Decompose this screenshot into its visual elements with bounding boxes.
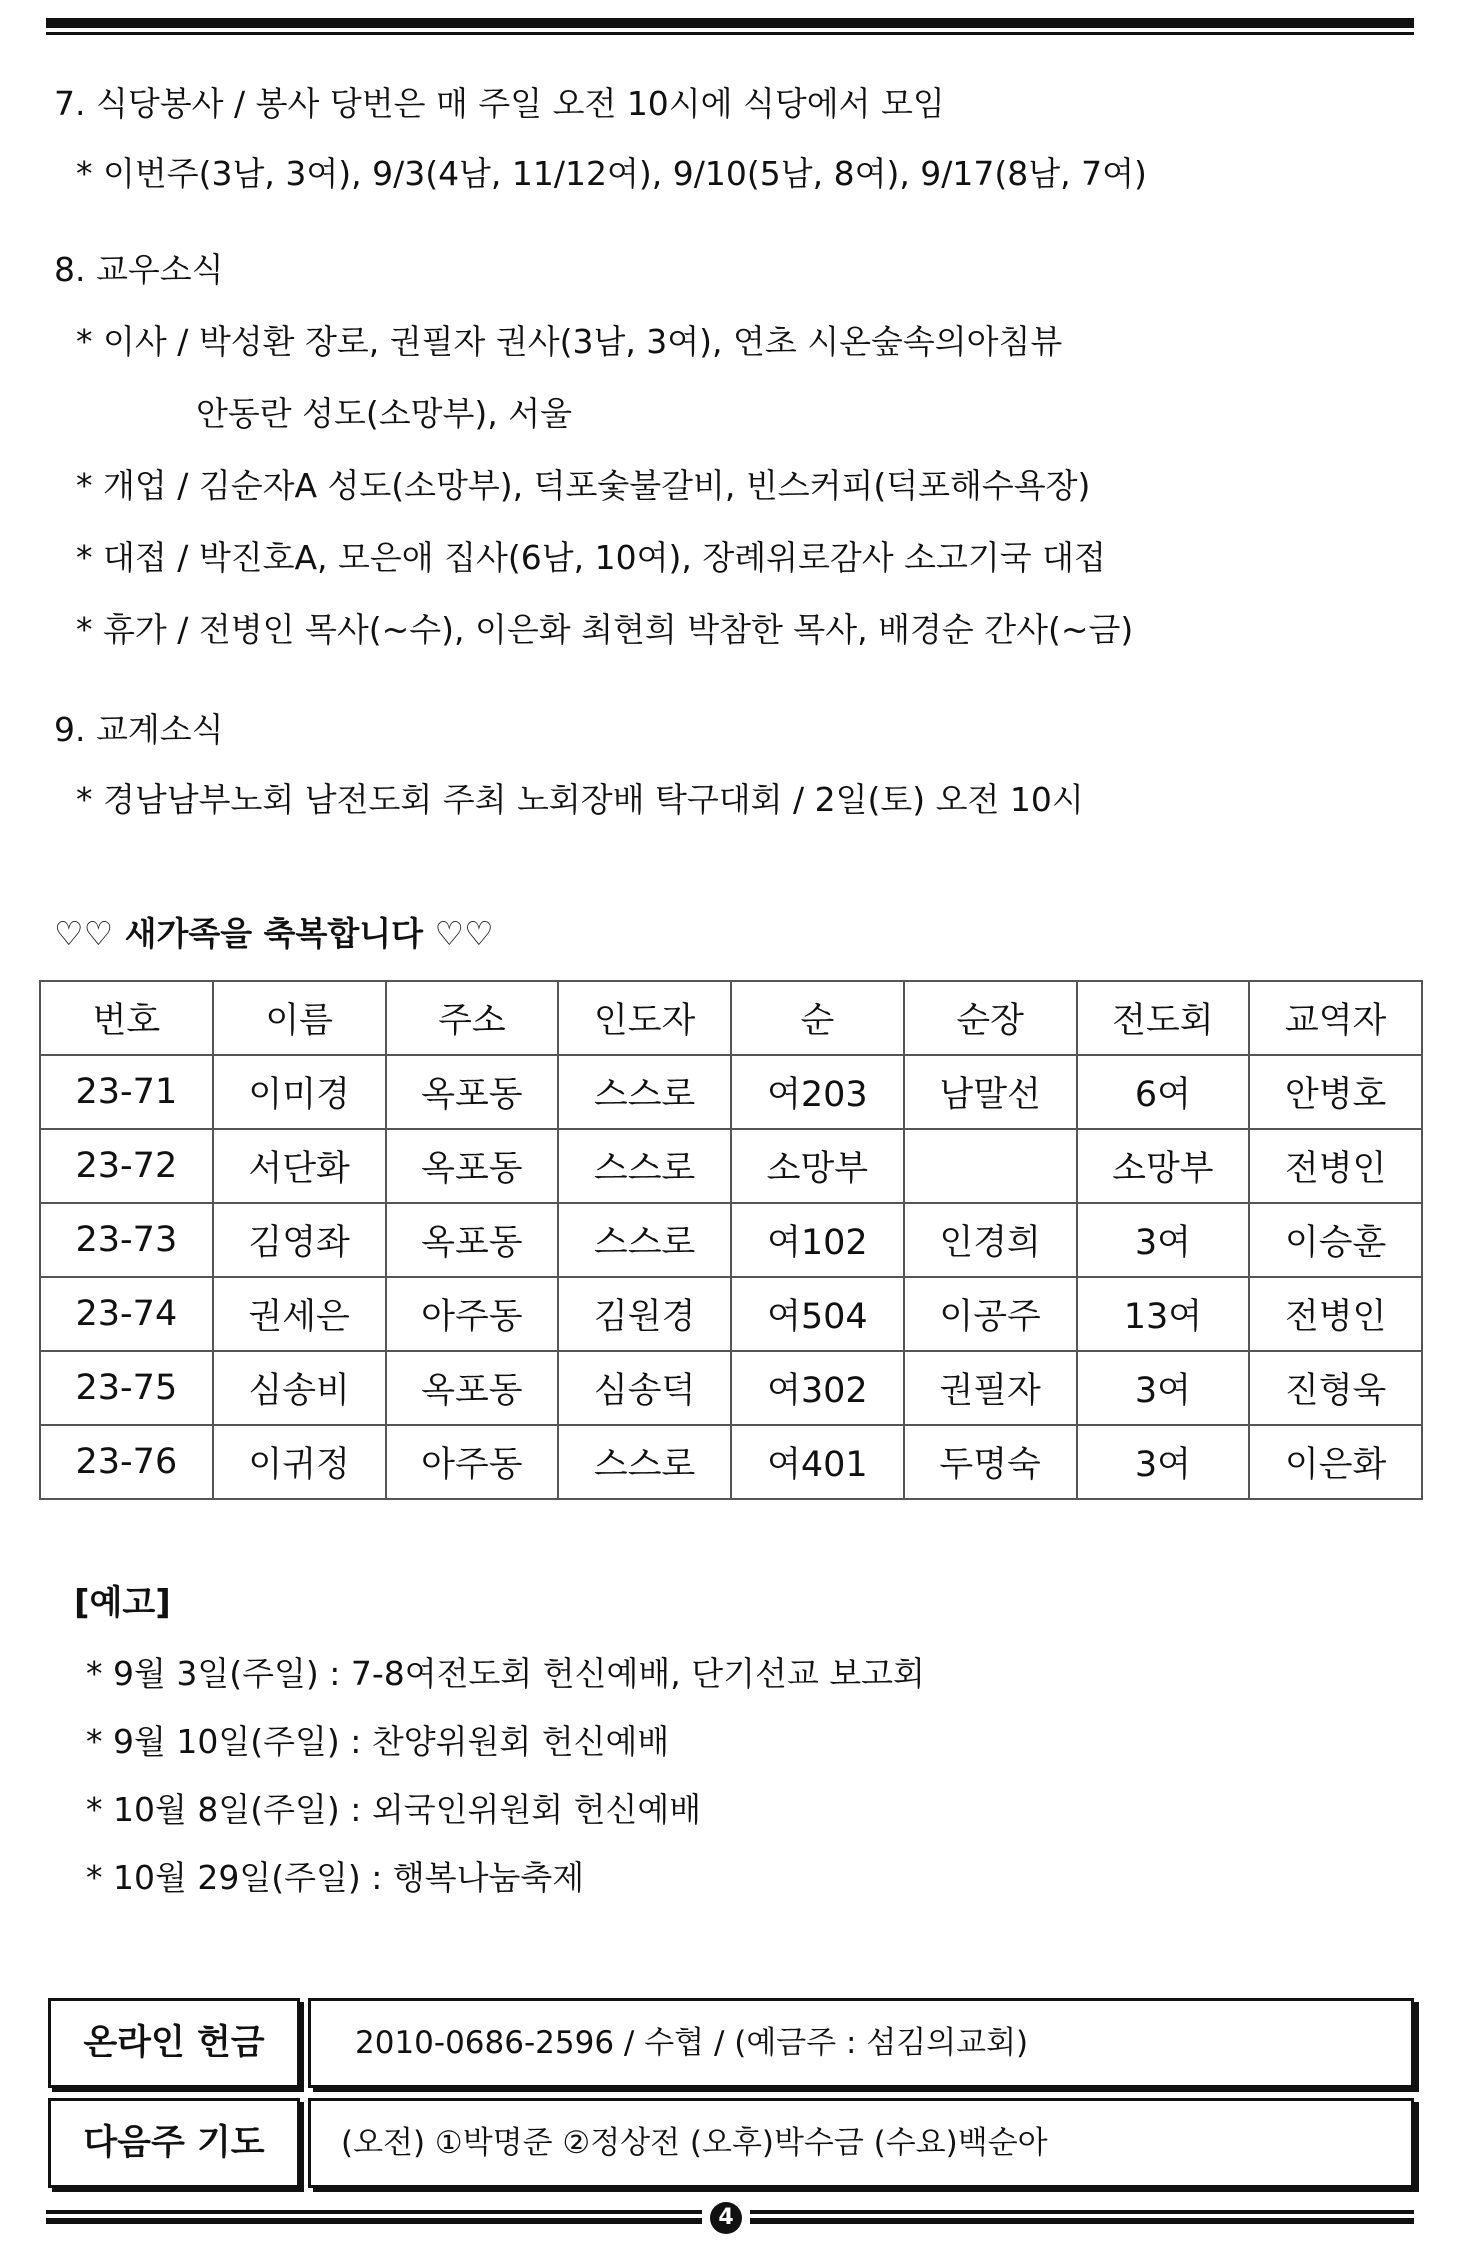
table-cell: 스스로 <box>558 1425 731 1499</box>
section-8-line-5: * 휴가 / 전병인 목사(~수), 이은화 최현희 박참한 목사, 배경순 간사(~금) <box>76 610 1134 649</box>
table-cell: 이은화 <box>1249 1425 1422 1499</box>
bottom-rule-right-thick <box>750 2218 1414 2224</box>
table-cell: 두명숙 <box>904 1425 1077 1499</box>
table-cell <box>904 1129 1077 1203</box>
table-cell: 옥포동 <box>386 1203 559 1277</box>
notice-item-2: * 9월 10일(주일) : 찬양위원회 헌신예배 <box>86 1722 670 1761</box>
table-row <box>40 1277 1422 1351</box>
table-header-row <box>40 981 1422 1055</box>
table-cell: 심송비 <box>213 1351 386 1425</box>
table-cell: 이귀정 <box>213 1425 386 1499</box>
section-9-title: 9. 교계소식 <box>54 710 224 749</box>
section-7-line-1: * 이번주(3남, 3여), 9/3(4남, 11/12여), 9/10(5남, 8여), 9/17(8남, 7여) <box>76 154 1147 193</box>
new-family-table <box>39 980 1423 1500</box>
table-cell: 김원경 <box>558 1277 731 1351</box>
table-cell: 김영좌 <box>213 1203 386 1277</box>
header-mission-society: 전도회 <box>1077 981 1250 1055</box>
notice-item-4: * 10월 29일(주일) : 행복나눔축제 <box>86 1858 585 1897</box>
table-cell: 이미경 <box>213 1055 386 1129</box>
table-cell: 23-72 <box>40 1129 213 1203</box>
table-row <box>40 1351 1422 1425</box>
section-9-line-1: * 경남남부노회 남전도회 주최 노회장배 탁구대회 / 2일(토) 오전 10시 <box>76 780 1084 819</box>
table-row <box>40 1203 1422 1277</box>
bottom-rule-right <box>750 2210 1414 2214</box>
table-cell: 옥포동 <box>386 1129 559 1203</box>
table-cell: 23-71 <box>40 1055 213 1129</box>
table-cell: 3여 <box>1077 1351 1250 1425</box>
section-8-line-3: * 개업 / 김순자A 성도(소망부), 덕포숯불갈비, 빈스커피(덕포해수욕장) <box>76 466 1091 505</box>
section-7-title: 7. 식당봉사 / 봉사 당번은 매 주일 오전 10시에 식당에서 모임 <box>54 84 945 123</box>
table-cell: 6여 <box>1077 1055 1250 1129</box>
table-cell: 심송덕 <box>558 1351 731 1425</box>
notice-item-3: * 10월 8일(주일) : 외국인위원회 헌신예배 <box>86 1790 702 1829</box>
table-cell: 23-73 <box>40 1203 213 1277</box>
header-guide: 인도자 <box>558 981 731 1055</box>
top-rule-thin <box>46 32 1414 35</box>
table-cell: 전병인 <box>1249 1129 1422 1203</box>
notice-title: [예고] <box>74 1583 171 1623</box>
table-cell: 스스로 <box>558 1055 731 1129</box>
notice-item-1: * 9월 3일(주일) : 7-8여전도회 헌신예배, 단기선교 보고회 <box>86 1654 925 1693</box>
table-cell: 3여 <box>1077 1203 1250 1277</box>
table-cell: 소망부 <box>1077 1129 1250 1203</box>
online-offering-label: 온라인 헌금 <box>48 1998 300 2088</box>
page-number: 4 <box>710 2202 742 2234</box>
table-cell: 서단화 <box>213 1129 386 1203</box>
table-cell: 권필자 <box>904 1351 1077 1425</box>
table-cell: 23-74 <box>40 1277 213 1351</box>
top-rule <box>46 18 1414 28</box>
table-cell: 권세은 <box>213 1277 386 1351</box>
table-cell: 13여 <box>1077 1277 1250 1351</box>
online-offering-content: 2010-0686-2596 / 수협 / (예금주 : 섬김의교회) <box>308 1998 1414 2088</box>
header-group: 순 <box>731 981 904 1055</box>
section-8-line-1: * 이사 / 박성환 장로, 권필자 권사(3남, 3여), 연초 시온숲속의아침뷰 <box>76 322 1063 361</box>
table-row <box>40 1129 1422 1203</box>
table-cell: 인경희 <box>904 1203 1077 1277</box>
table-cell: 여302 <box>731 1351 904 1425</box>
next-prayer-label: 다음주 기도 <box>48 2098 300 2188</box>
table-cell: 옥포동 <box>386 1055 559 1129</box>
table-cell: 23-75 <box>40 1351 213 1425</box>
section-8-line-4: * 대접 / 박진호A, 모은애 집사(6남, 10여), 장례위로감사 소고기국 대접 <box>76 538 1106 577</box>
section-8-line-2: 안동란 성도(소망부), 서울 <box>196 394 572 433</box>
table-cell: 스스로 <box>558 1203 731 1277</box>
table-row <box>40 1425 1422 1499</box>
table-cell: 소망부 <box>731 1129 904 1203</box>
bottom-rule-left-thick <box>46 2218 702 2224</box>
table-cell: 여102 <box>731 1203 904 1277</box>
table-cell: 이공주 <box>904 1277 1077 1351</box>
table-cell: 진형욱 <box>1249 1351 1422 1425</box>
table-cell: 옥포동 <box>386 1351 559 1425</box>
table-cell: 안병호 <box>1249 1055 1422 1129</box>
table-cell: 아주동 <box>386 1277 559 1351</box>
bottom-rule-left <box>46 2210 702 2214</box>
header-pastor: 교역자 <box>1249 981 1422 1055</box>
table-cell: 여504 <box>731 1277 904 1351</box>
table-cell: 이승훈 <box>1249 1203 1422 1277</box>
table-cell: 여203 <box>731 1055 904 1129</box>
next-prayer-content: (오전) ①박명준 ②정상전 (오후)박수금 (수요)백순아 <box>308 2098 1414 2188</box>
table-cell: 남말선 <box>904 1055 1077 1129</box>
header-address: 주소 <box>386 981 559 1055</box>
table-cell: 여401 <box>731 1425 904 1499</box>
table-cell: 스스로 <box>558 1129 731 1203</box>
header-number: 번호 <box>40 981 213 1055</box>
table-cell: 전병인 <box>1249 1277 1422 1351</box>
header-name: 이름 <box>213 981 386 1055</box>
table-cell: 23-76 <box>40 1425 213 1499</box>
section-8-title: 8. 교우소식 <box>54 250 224 289</box>
table-cell: 아주동 <box>386 1425 559 1499</box>
table-cell: 3여 <box>1077 1425 1250 1499</box>
header-group-leader: 순장 <box>904 981 1077 1055</box>
table-row <box>40 1055 1422 1129</box>
new-family-title: ♡♡ 새가족을 축복합니다 ♡♡ <box>54 914 494 953</box>
